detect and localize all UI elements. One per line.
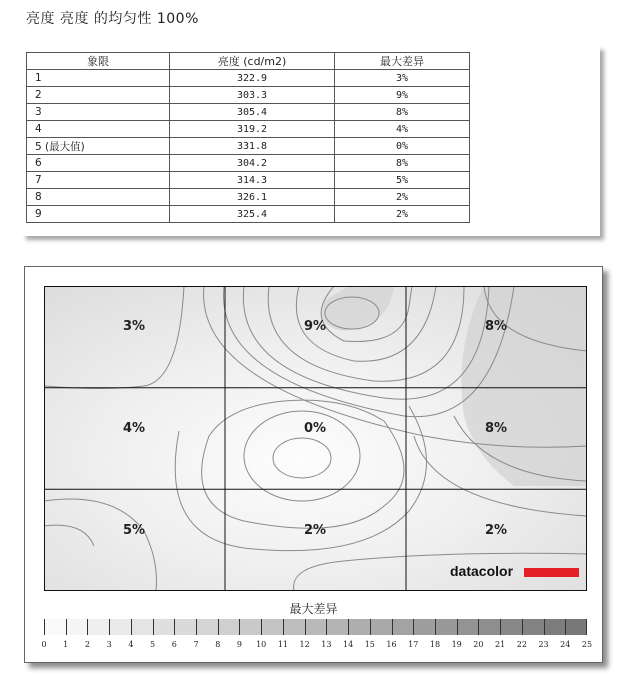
legend-tick (565, 619, 566, 635)
quadrant-cell: 8 (27, 189, 170, 206)
legend-tick (261, 619, 262, 635)
table-row (27, 70, 470, 87)
legend-tick (66, 619, 67, 635)
legend-tick-label: 6 (171, 640, 177, 649)
legend-tick (239, 619, 240, 635)
legend-tick-label: 8 (215, 640, 221, 649)
table-header-row (27, 53, 470, 70)
max-diff-cell: 9% (335, 87, 470, 104)
luminance-cell: 314.3 (170, 172, 335, 189)
header-luminance: 亮度 (cd/m2) (170, 53, 335, 70)
max-diff-cell: 3% (335, 70, 470, 87)
luminance-cell: 319.2 (170, 121, 335, 138)
legend-tick (478, 619, 479, 635)
legend-tick (87, 619, 88, 635)
quadrant-label: 4% (122, 421, 146, 436)
legend-tick (586, 619, 587, 635)
legend-tick-label: 17 (408, 640, 419, 649)
legend-tick (370, 619, 371, 635)
legend-tick-label: 3 (106, 640, 112, 649)
quadrant-label: 8% (484, 319, 508, 334)
quadrant-cell: 1 (27, 70, 170, 87)
legend-title: 最大差异 (289, 602, 338, 616)
legend-tick (283, 619, 284, 635)
legend-tick (326, 619, 327, 635)
legend-tick-label: 19 (451, 640, 462, 649)
legend-tick (131, 619, 132, 635)
uniformity-contour-map (44, 286, 587, 591)
legend-tick (544, 619, 545, 635)
legend-tick-label: 5 (150, 640, 156, 649)
uniformity-map-panel (24, 266, 603, 663)
legend-tick (392, 619, 393, 635)
quadrant-cell: 2 (27, 87, 170, 104)
quadrant-cell: 7 (27, 172, 170, 189)
quadrant-cell: 9 (27, 206, 170, 223)
header-quadrant: 象限 (27, 53, 170, 70)
max-diff-cell: 0% (335, 138, 470, 155)
luminance-cell: 322.9 (170, 70, 335, 87)
legend-tick-label: 9 (236, 640, 243, 649)
legend-tick-label: 4 (128, 640, 134, 649)
legend-tick (500, 619, 501, 635)
legend-tick-label: 18 (429, 640, 441, 649)
datacolor-logo-bar (524, 568, 579, 577)
max-diff-cell: 2% (335, 189, 470, 206)
max-diff-cell: 5% (335, 172, 470, 189)
max-diff-cell: 2% (335, 206, 470, 223)
quadrant-label: 2% (303, 523, 327, 538)
table-row (27, 138, 470, 155)
legend-tick (305, 619, 306, 635)
table-row (27, 155, 470, 172)
legend-tick-labels (41, 640, 593, 650)
table-row (27, 87, 470, 104)
table-row (27, 206, 470, 223)
legend-tick-label: 1 (63, 640, 69, 649)
legend-tick (218, 619, 219, 635)
legend-tick (196, 619, 197, 635)
legend-tick (174, 619, 175, 635)
quadrant-label: 8% (484, 421, 508, 436)
legend-tick-label: 10 (256, 640, 267, 649)
legend-tick-label: 2 (84, 640, 90, 649)
luminance-cell: 304.2 (170, 155, 335, 172)
legend-tick-label: 16 (386, 640, 397, 649)
legend-tick-label: 0 (41, 640, 47, 649)
quadrant-label: 3% (122, 319, 146, 334)
luminance-cell: 325.4 (170, 206, 335, 223)
quadrant-cell: 6 (27, 155, 170, 172)
header-max-diff: 最大差异 (335, 53, 470, 70)
legend-tick-label: 7 (193, 640, 199, 649)
quadrant-cell: 5 (最大值) (27, 138, 170, 155)
table-row (27, 189, 470, 206)
legend-tick-label: 15 (364, 640, 375, 649)
table-row (27, 121, 470, 138)
quadrant-label: 0% (303, 421, 327, 436)
legend-tick-label: 11 (277, 640, 288, 649)
legend-tick-label: 12 (299, 640, 310, 649)
legend-tick (348, 619, 349, 635)
luminance-table (26, 52, 470, 223)
table-row (27, 172, 470, 189)
legend-tick-label: 13 (321, 640, 332, 649)
legend-tick-label: 21 (495, 640, 506, 649)
luminance-cell: 326.1 (170, 189, 335, 206)
quadrant-cell: 3 (27, 104, 170, 121)
quadrant-cell: 4 (27, 121, 170, 138)
luminance-cell: 303.3 (170, 87, 335, 104)
luminance-cell: 305.4 (170, 104, 335, 121)
legend-tick-label: 22 (516, 640, 527, 649)
legend-tick (457, 619, 458, 635)
quadrant-label: 5% (122, 523, 146, 538)
legend-tick-label: 24 (560, 640, 571, 649)
legend-tick (435, 619, 436, 635)
legend-tick-label: 20 (473, 640, 484, 649)
table-row (27, 104, 470, 121)
datacolor-logo: datacolor (450, 563, 514, 579)
legend-tick (109, 619, 110, 635)
legend-tick (522, 619, 523, 635)
legend-tick (153, 619, 154, 635)
luminance-cell: 331.8 (170, 138, 335, 155)
max-diff-cell: 4% (335, 121, 470, 138)
legend-tick-label: 14 (342, 640, 354, 649)
legend-tick (413, 619, 414, 635)
max-diff-cell: 8% (335, 155, 470, 172)
legend-tick-label: 23 (538, 640, 549, 649)
legend-tick (44, 619, 45, 635)
legend-tick-label: 25 (581, 640, 593, 649)
max-diff-cell: 8% (335, 104, 470, 121)
page-title: 亮度 亮度 的均匀性 100% (26, 11, 199, 27)
luminance-table-panel (22, 46, 600, 236)
quadrant-label: 9% (303, 319, 327, 334)
legend-ticks (44, 619, 587, 635)
quadrant-label: 2% (484, 523, 508, 538)
